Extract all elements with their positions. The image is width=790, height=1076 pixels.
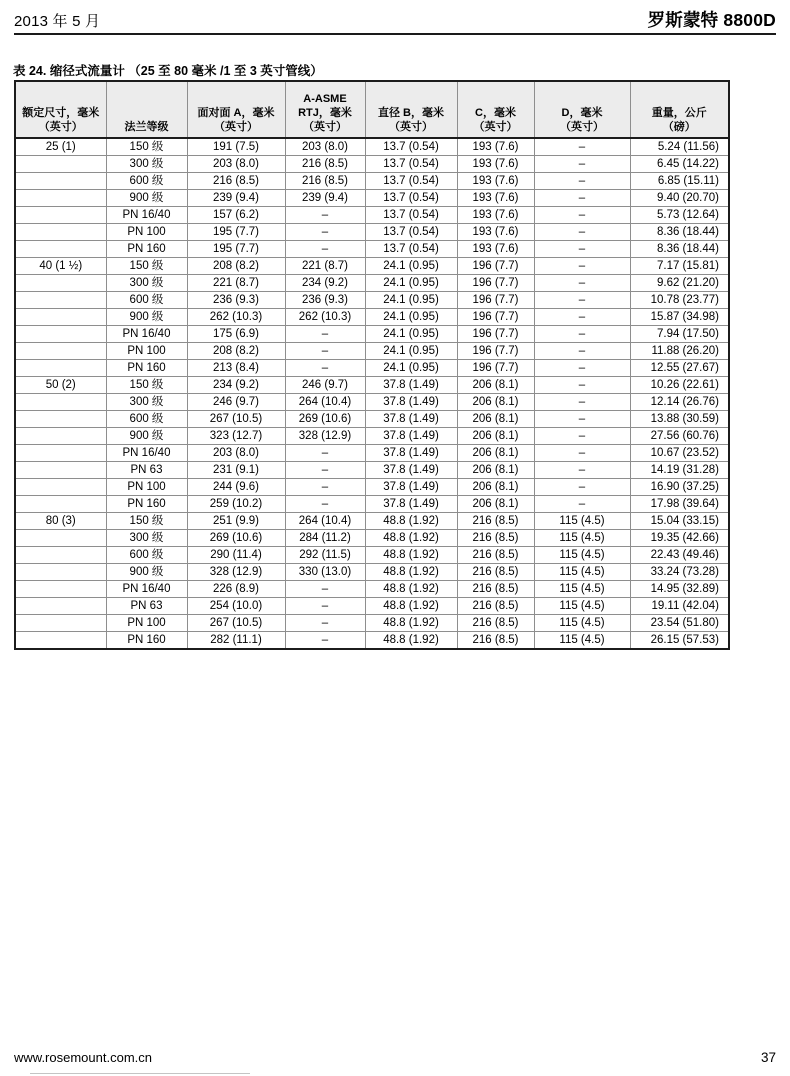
cell-d: – [534,428,630,445]
cell-c: 196 (7.7) [457,292,534,309]
cell-d: – [534,445,630,462]
cell-d: – [534,496,630,513]
cell-diameter-b: 13.7 (0.54) [365,138,457,156]
cell-size [15,275,106,292]
cell-c: 206 (8.1) [457,377,534,394]
cell-face-to-face-a: 239 (9.4) [187,190,285,207]
cell-c: 216 (8.5) [457,598,534,615]
cell-diameter-b: 13.7 (0.54) [365,207,457,224]
table-row [15,428,729,445]
cell-c: 196 (7.7) [457,360,534,377]
cell-d: 115 (4.5) [534,615,630,632]
cell-flange-class: 300 级 [106,530,187,547]
cell-diameter-b: 37.8 (1.49) [365,377,457,394]
cell-weight: 15.04 (33.15) [630,513,729,530]
cell-size: 40 (1 ½) [15,258,106,275]
cell-weight: 13.88 (30.59) [630,411,729,428]
cell-c: 206 (8.1) [457,428,534,445]
cell-flange-class: 150 级 [106,513,187,530]
cell-flange-class: PN 160 [106,632,187,650]
cell-weight: 7.94 (17.50) [630,326,729,343]
cell-face-to-face-a: 323 (12.7) [187,428,285,445]
cell-face-to-face-a: 259 (10.2) [187,496,285,513]
cell-flange-class: PN 160 [106,360,187,377]
cell-weight: 10.67 (23.52) [630,445,729,462]
cell-size [15,445,106,462]
cell-face-to-face-a: 195 (7.7) [187,241,285,258]
cell-weight: 17.98 (39.64) [630,496,729,513]
cell-face-to-face-a: 236 (9.3) [187,292,285,309]
cell-c: 196 (7.7) [457,326,534,343]
cell-asme-rtj: 234 (9.2) [285,275,365,292]
cell-weight: 16.90 (37.25) [630,479,729,496]
cell-size [15,207,106,224]
cell-asme-rtj: 264 (10.4) [285,513,365,530]
cell-asme-rtj: – [285,479,365,496]
bottom-partial-rule [30,1073,250,1074]
cell-diameter-b: 13.7 (0.54) [365,224,457,241]
table-row [15,207,729,224]
cell-face-to-face-a: 208 (8.2) [187,258,285,275]
cell-diameter-b: 37.8 (1.49) [365,411,457,428]
cell-face-to-face-a: 195 (7.7) [187,224,285,241]
cell-size: 50 (2) [15,377,106,394]
cell-asme-rtj: 264 (10.4) [285,394,365,411]
cell-flange-class: 900 级 [106,564,187,581]
column-header-face-to-face-a: 面对面 A，毫米 （英寸） [187,81,285,138]
cell-flange-class: PN 100 [106,343,187,360]
cell-diameter-b: 13.7 (0.54) [365,173,457,190]
cell-size [15,530,106,547]
cell-flange-class: PN 100 [106,615,187,632]
cell-d: – [534,190,630,207]
table-row [15,615,729,632]
cell-weight: 19.11 (42.04) [630,598,729,615]
cell-size [15,156,106,173]
cell-face-to-face-a: 203 (8.0) [187,445,285,462]
table-row [15,496,729,513]
cell-c: 216 (8.5) [457,564,534,581]
cell-size [15,224,106,241]
cell-d: 115 (4.5) [534,598,630,615]
cell-d: – [534,224,630,241]
cell-d: – [534,292,630,309]
cell-face-to-face-a: 328 (12.9) [187,564,285,581]
cell-c: 206 (8.1) [457,479,534,496]
cell-face-to-face-a: 267 (10.5) [187,615,285,632]
cell-flange-class: 150 级 [106,258,187,275]
cell-c: 216 (8.5) [457,581,534,598]
table-row [15,394,729,411]
cell-flange-class: PN 16/40 [106,326,187,343]
cell-size [15,343,106,360]
cell-face-to-face-a: 244 (9.6) [187,479,285,496]
cell-size [15,615,106,632]
cell-d: – [534,394,630,411]
cell-asme-rtj: 216 (8.5) [285,156,365,173]
cell-asme-rtj: – [285,326,365,343]
cell-weight: 11.88 (26.20) [630,343,729,360]
page-header [14,7,776,32]
cell-size [15,547,106,564]
cell-asme-rtj: – [285,632,365,650]
column-header-size: 额定尺寸，毫米 （英寸） [15,81,106,138]
cell-size [15,462,106,479]
cell-d: – [534,377,630,394]
cell-d: 115 (4.5) [534,581,630,598]
cell-size [15,190,106,207]
cell-c: 193 (7.6) [457,138,534,156]
cell-d: – [534,173,630,190]
cell-diameter-b: 48.8 (1.92) [365,598,457,615]
cell-flange-class: 300 级 [106,394,187,411]
cell-c: 216 (8.5) [457,513,534,530]
cell-face-to-face-a: 254 (10.0) [187,598,285,615]
column-header-asme-rtj: A-ASME RTJ，毫米 （英寸） [285,81,365,138]
cell-c: 206 (8.1) [457,462,534,479]
cell-asme-rtj: – [285,360,365,377]
cell-size [15,394,106,411]
reducer-flowmeter-dimensions-table [14,80,730,650]
column-header-weight: 重量，公斤 （磅） [630,81,729,138]
cell-asme-rtj: 246 (9.7) [285,377,365,394]
cell-face-to-face-a: 216 (8.5) [187,173,285,190]
cell-diameter-b: 13.7 (0.54) [365,241,457,258]
cell-flange-class: 600 级 [106,411,187,428]
cell-weight: 6.85 (15.11) [630,173,729,190]
table-row [15,343,729,360]
table-row [15,411,729,428]
table-body [15,138,729,649]
cell-diameter-b: 48.8 (1.92) [365,632,457,650]
cell-weight: 14.19 (31.28) [630,462,729,479]
cell-size: 25 (1) [15,138,106,156]
cell-flange-class: PN 16/40 [106,581,187,598]
cell-diameter-b: 24.1 (0.95) [365,343,457,360]
cell-diameter-b: 48.8 (1.92) [365,564,457,581]
cell-diameter-b: 37.8 (1.49) [365,462,457,479]
cell-face-to-face-a: 234 (9.2) [187,377,285,394]
table-row [15,598,729,615]
cell-c: 206 (8.1) [457,445,534,462]
cell-asme-rtj: 284 (11.2) [285,530,365,547]
cell-asme-rtj: 221 (8.7) [285,258,365,275]
cell-asme-rtj: – [285,445,365,462]
cell-c: 193 (7.6) [457,207,534,224]
cell-diameter-b: 13.7 (0.54) [365,190,457,207]
cell-asme-rtj: – [285,462,365,479]
cell-size [15,581,106,598]
cell-face-to-face-a: 251 (9.9) [187,513,285,530]
cell-asme-rtj: 269 (10.6) [285,411,365,428]
cell-flange-class: PN 100 [106,224,187,241]
footer-page-number: 37 [760,1050,776,1065]
cell-face-to-face-a: 203 (8.0) [187,156,285,173]
cell-d: – [534,275,630,292]
cell-weight: 22.43 (49.46) [630,547,729,564]
cell-weight: 7.17 (15.81) [630,258,729,275]
cell-weight: 12.55 (27.67) [630,360,729,377]
cell-face-to-face-a: 282 (11.1) [187,632,285,650]
table-row [15,173,729,190]
table-row [15,326,729,343]
cell-c: 193 (7.6) [457,241,534,258]
table-row [15,547,729,564]
cell-weight: 6.45 (14.22) [630,156,729,173]
table-row [15,513,729,530]
cell-flange-class: PN 100 [106,479,187,496]
cell-face-to-face-a: 269 (10.6) [187,530,285,547]
cell-d: – [534,343,630,360]
column-header-d: D，毫米 （英寸） [534,81,630,138]
cell-weight: 33.24 (73.28) [630,564,729,581]
table-row [15,156,729,173]
cell-weight: 10.78 (23.77) [630,292,729,309]
cell-c: 206 (8.1) [457,496,534,513]
cell-asme-rtj: – [285,598,365,615]
cell-diameter-b: 24.1 (0.95) [365,258,457,275]
cell-flange-class: 600 级 [106,292,187,309]
cell-d: 115 (4.5) [534,632,630,650]
cell-asme-rtj: 262 (10.3) [285,309,365,326]
cell-flange-class: 150 级 [106,377,187,394]
cell-weight: 5.73 (12.64) [630,207,729,224]
cell-flange-class: 300 级 [106,275,187,292]
cell-flange-class: 900 级 [106,309,187,326]
header-rule [14,33,776,35]
cell-d: – [534,258,630,275]
cell-c: 206 (8.1) [457,394,534,411]
cell-size: 80 (3) [15,513,106,530]
table-title: 表 24. 缩径式流量计 （25 至 80 毫米 /1 至 3 英寸管线） [13,64,323,78]
cell-diameter-b: 24.1 (0.95) [365,292,457,309]
cell-asme-rtj: – [285,241,365,258]
cell-diameter-b: 37.8 (1.49) [365,479,457,496]
cell-size [15,292,106,309]
cell-flange-class: 900 级 [106,428,187,445]
cell-diameter-b: 24.1 (0.95) [365,360,457,377]
cell-d: 115 (4.5) [534,547,630,564]
table-row [15,292,729,309]
cell-size [15,479,106,496]
cell-d: – [534,138,630,156]
table-row [15,309,729,326]
table-row [15,258,729,275]
cell-c: 196 (7.7) [457,343,534,360]
cell-asme-rtj: 236 (9.3) [285,292,365,309]
cell-flange-class: PN 16/40 [106,207,187,224]
cell-d: 115 (4.5) [534,530,630,547]
cell-weight: 15.87 (34.98) [630,309,729,326]
cell-c: 216 (8.5) [457,530,534,547]
cell-asme-rtj: – [285,496,365,513]
table-row [15,377,729,394]
cell-c: 193 (7.6) [457,190,534,207]
cell-d: 115 (4.5) [534,513,630,530]
cell-d: – [534,462,630,479]
table-row [15,530,729,547]
cell-diameter-b: 37.8 (1.49) [365,428,457,445]
cell-face-to-face-a: 226 (8.9) [187,581,285,598]
cell-c: 206 (8.1) [457,411,534,428]
cell-c: 193 (7.6) [457,224,534,241]
cell-weight: 23.54 (51.80) [630,615,729,632]
cell-face-to-face-a: 213 (8.4) [187,360,285,377]
cell-face-to-face-a: 191 (7.5) [187,138,285,156]
cell-weight: 12.14 (26.76) [630,394,729,411]
cell-face-to-face-a: 175 (6.9) [187,326,285,343]
cell-flange-class: 600 级 [106,547,187,564]
cell-asme-rtj: – [285,343,365,360]
cell-diameter-b: 24.1 (0.95) [365,275,457,292]
cell-flange-class: 600 级 [106,173,187,190]
table-row [15,445,729,462]
header-date: 2013 年 5 月 [14,13,101,30]
cell-flange-class: PN 63 [106,598,187,615]
cell-c: 193 (7.6) [457,173,534,190]
cell-asme-rtj: 203 (8.0) [285,138,365,156]
cell-face-to-face-a: 246 (9.7) [187,394,285,411]
cell-asme-rtj: – [285,615,365,632]
table-row [15,581,729,598]
cell-size [15,428,106,445]
cell-weight: 19.35 (42.66) [630,530,729,547]
cell-size [15,564,106,581]
cell-size [15,241,106,258]
cell-flange-class: PN 63 [106,462,187,479]
table-row [15,564,729,581]
cell-d: – [534,207,630,224]
cell-c: 193 (7.6) [457,156,534,173]
cell-size [15,632,106,650]
cell-diameter-b: 48.8 (1.92) [365,615,457,632]
cell-d: – [534,326,630,343]
column-header-diameter-b: 直径 B，毫米 （英寸） [365,81,457,138]
cell-diameter-b: 37.8 (1.49) [365,394,457,411]
cell-weight: 14.95 (32.89) [630,581,729,598]
cell-diameter-b: 13.7 (0.54) [365,156,457,173]
column-header-c: C，毫米 （英寸） [457,81,534,138]
cell-weight: 9.62 (21.20) [630,275,729,292]
cell-flange-class: PN 160 [106,496,187,513]
cell-c: 216 (8.5) [457,615,534,632]
cell-size [15,309,106,326]
table-row [15,190,729,207]
cell-d: – [534,241,630,258]
table-row [15,241,729,258]
table-row [15,479,729,496]
cell-c: 216 (8.5) [457,632,534,650]
cell-d: – [534,156,630,173]
cell-size [15,598,106,615]
cell-face-to-face-a: 157 (6.2) [187,207,285,224]
cell-flange-class: 900 级 [106,190,187,207]
table-row [15,462,729,479]
table-row [15,275,729,292]
table-row [15,138,729,156]
table-row [15,224,729,241]
cell-flange-class: 300 级 [106,156,187,173]
cell-diameter-b: 24.1 (0.95) [365,326,457,343]
table-header-row [15,81,729,138]
page-footer [14,1050,776,1065]
cell-face-to-face-a: 267 (10.5) [187,411,285,428]
cell-flange-class: PN 160 [106,241,187,258]
cell-size [15,360,106,377]
cell-face-to-face-a: 208 (8.2) [187,343,285,360]
cell-diameter-b: 48.8 (1.92) [365,581,457,598]
cell-asme-rtj: – [285,581,365,598]
cell-weight: 8.36 (18.44) [630,224,729,241]
cell-diameter-b: 48.8 (1.92) [365,530,457,547]
cell-diameter-b: 48.8 (1.92) [365,513,457,530]
cell-weight: 9.40 (20.70) [630,190,729,207]
cell-d: – [534,479,630,496]
cell-asme-rtj: – [285,207,365,224]
cell-size [15,326,106,343]
cell-face-to-face-a: 290 (11.4) [187,547,285,564]
cell-size [15,411,106,428]
cell-weight: 5.24 (11.56) [630,138,729,156]
cell-weight: 26.15 (57.53) [630,632,729,650]
cell-diameter-b: 37.8 (1.49) [365,496,457,513]
cell-d: – [534,309,630,326]
cell-flange-class: PN 16/40 [106,445,187,462]
cell-d: – [534,411,630,428]
cell-size [15,173,106,190]
cell-face-to-face-a: 231 (9.1) [187,462,285,479]
column-header-flange-class: 法兰等级 [106,81,187,138]
cell-size [15,496,106,513]
cell-weight: 27.56 (60.76) [630,428,729,445]
cell-flange-class: 150 级 [106,138,187,156]
header-product-title: 罗斯蒙特 8800D [647,10,776,30]
footer-url: www.rosemount.com.cn [14,1050,152,1065]
cell-c: 196 (7.7) [457,309,534,326]
cell-asme-rtj: – [285,224,365,241]
cell-d: – [534,360,630,377]
cell-asme-rtj: 330 (13.0) [285,564,365,581]
cell-face-to-face-a: 221 (8.7) [187,275,285,292]
cell-c: 196 (7.7) [457,275,534,292]
cell-diameter-b: 37.8 (1.49) [365,445,457,462]
cell-c: 216 (8.5) [457,547,534,564]
cell-asme-rtj: 292 (11.5) [285,547,365,564]
table-row [15,632,729,650]
cell-d: 115 (4.5) [534,564,630,581]
cell-weight: 8.36 (18.44) [630,241,729,258]
cell-diameter-b: 48.8 (1.92) [365,547,457,564]
cell-asme-rtj: 239 (9.4) [285,190,365,207]
cell-diameter-b: 24.1 (0.95) [365,309,457,326]
cell-weight: 10.26 (22.61) [630,377,729,394]
cell-asme-rtj: 328 (12.9) [285,428,365,445]
cell-c: 196 (7.7) [457,258,534,275]
cell-asme-rtj: 216 (8.5) [285,173,365,190]
table-row [15,360,729,377]
cell-face-to-face-a: 262 (10.3) [187,309,285,326]
